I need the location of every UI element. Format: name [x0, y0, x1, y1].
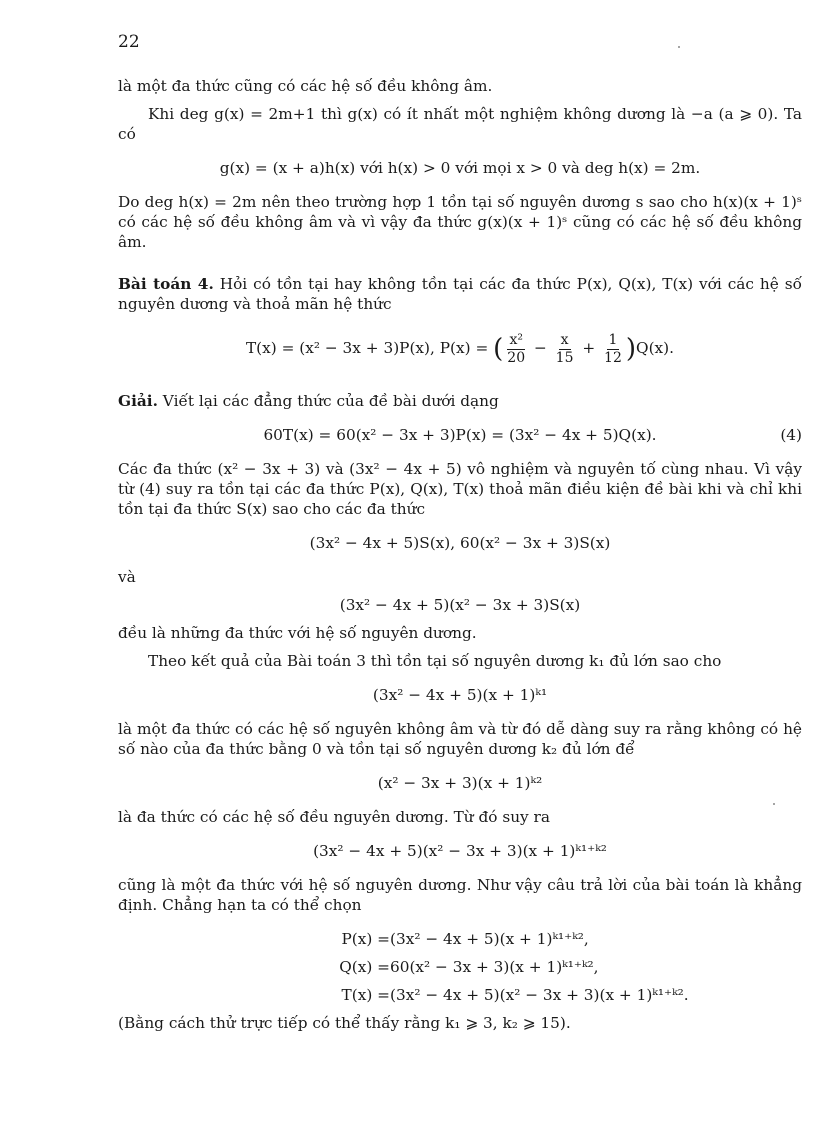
fraction: $\frac{\text{x²}}{20}$: [507, 331, 526, 366]
solution: [118, 391, 802, 411]
paragraph: Khi deg g(x) = 2m+1 thì g(x) có ít nhất một nghiệm không dương là −a (a ⩾ 0). Ta có: [118, 105, 802, 143]
formula: (3x² − 4x + 5)(x² − 3x + 3)(x + 1)ᵏ¹⁺ᵏ²: [313, 842, 607, 860]
problem-text: Hỏi có tồn tại hay không tồn tại các đa thức P(x), Q(x), T(x) với các hệ số nguyên dương và thoả mãn hệ thức: [118, 275, 802, 313]
page-content: [118, 76, 802, 1033]
paragraph: là một đa thức có các hệ số nguyên không âm và từ đó dễ dàng suy ra rằng không có hệ số nào của đa thức bằng 0 và tồn tại số nguyên dương k₂ đủ lớn để: [118, 720, 802, 758]
paragraph: Các đa thức (x² − 3x + 3) và (3x² − 4x + 5) vô nghiệm và nguyên tố cùng nhau. Vì vậy từ (4) suy ra tồn tại các đa thức P(x), Q(x), T(x) thoả mãn điều kiện đề bài khi và chỉ khi tồn tại đa thức S(x) sao cho các đa thức: [118, 460, 802, 518]
formula-lhs: T(x) =: [341, 986, 390, 1004]
paragraph: Theo kết quả của Bài toán 3 thì tồn tại số nguyên dương k₁ đủ lớn sao cho: [148, 652, 722, 670]
paragraph: cũng là một đa thức với hệ số nguyên dương. Như vậy câu trả lời của bài toán là khẳng định. Chẳng hạn ta có thể chọn: [118, 876, 802, 914]
paragraph: đều là những đa thức với hệ số nguyên dương.: [118, 624, 477, 642]
formula: g(x) = (x + a)h(x) với h(x) > 0 với mọi x > 0 và deg h(x) = 2m.: [219, 159, 701, 177]
scan-speck: [678, 46, 680, 48]
fraction: $\frac{x}{15}$: [555, 331, 574, 366]
formula-rhs: 60(x² − 3x + 3)(x + 1)ᵏ¹⁺ᵏ²,: [390, 958, 599, 976]
formula: (3x² − 4x + 5)(x² − 3x + 3)S(x): [339, 596, 581, 614]
formula-right: Q(x).: [636, 339, 674, 357]
formula-lhs: Q(x) =: [339, 958, 390, 976]
paragraph: là một đa thức cũng có các hệ số đều không âm.: [118, 77, 493, 95]
page-number: 22: [118, 32, 140, 52]
formula-problem: T(x) = (x² − 3x + 3)P(x), P(x) = ( $\frac{\text{x²}}{20}$ − $\frac{x}{15}$ + $\frac{1}{12}$ )Q(x).: [245, 331, 674, 366]
paragraph: là đa thức có các hệ số đều nguyên dương. Từ đó suy ra: [118, 808, 550, 826]
formula-rhs: (3x² − 4x + 5)(x² − 3x + 3)(x + 1)ᵏ¹⁺ᵏ².: [390, 986, 689, 1004]
formula: (x² − 3x + 3)(x + 1)ᵏ²: [377, 774, 543, 792]
solution-label: Giải.: [118, 392, 158, 410]
problem-label: Bài toán 4.: [118, 275, 214, 293]
scan-speck: [773, 803, 775, 805]
solution-text: Viết lại các đẳng thức của đề bài dưới dạng: [157, 392, 499, 410]
formula-4: [118, 425, 802, 445]
formula-system: [200, 929, 720, 1005]
formula: (3x² − 4x + 5)(x + 1)ᵏ¹: [372, 686, 548, 704]
paragraph: Do deg h(x) = 2m nên theo trường hợp 1 tồn tại số nguyên dương s sao cho h(x)(x + 1)ˢ có các hệ số đều không âm và vì vậy đa thức g(x)(x + 1)ˢ cũng có các hệ số đều không âm.: [118, 193, 802, 251]
paragraph: (Bằng cách thử trực tiếp có thể thấy rằng k₁ ⩾ 3, k₂ ⩾ 15).: [118, 1014, 571, 1032]
paragraph: và: [118, 568, 136, 586]
formula-text: 60T(x) = 60(x² − 3x + 3)P(x) = (3x² − 4x + 5)Q(x).: [263, 426, 657, 444]
formula: (3x² − 4x + 5)S(x), 60(x² − 3x + 3)S(x): [309, 534, 611, 552]
problem-4: [118, 274, 802, 314]
formula-left: T(x) = (x² − 3x + 3)P(x), P(x) =: [245, 339, 494, 357]
formula-lhs: P(x) =: [341, 930, 390, 948]
formula-rhs: (3x² − 4x + 5)(x + 1)ᵏ¹⁺ᵏ²,: [390, 930, 589, 948]
equation-number: (4): [780, 426, 802, 444]
fraction: $\frac{1}{12}$: [604, 331, 622, 366]
